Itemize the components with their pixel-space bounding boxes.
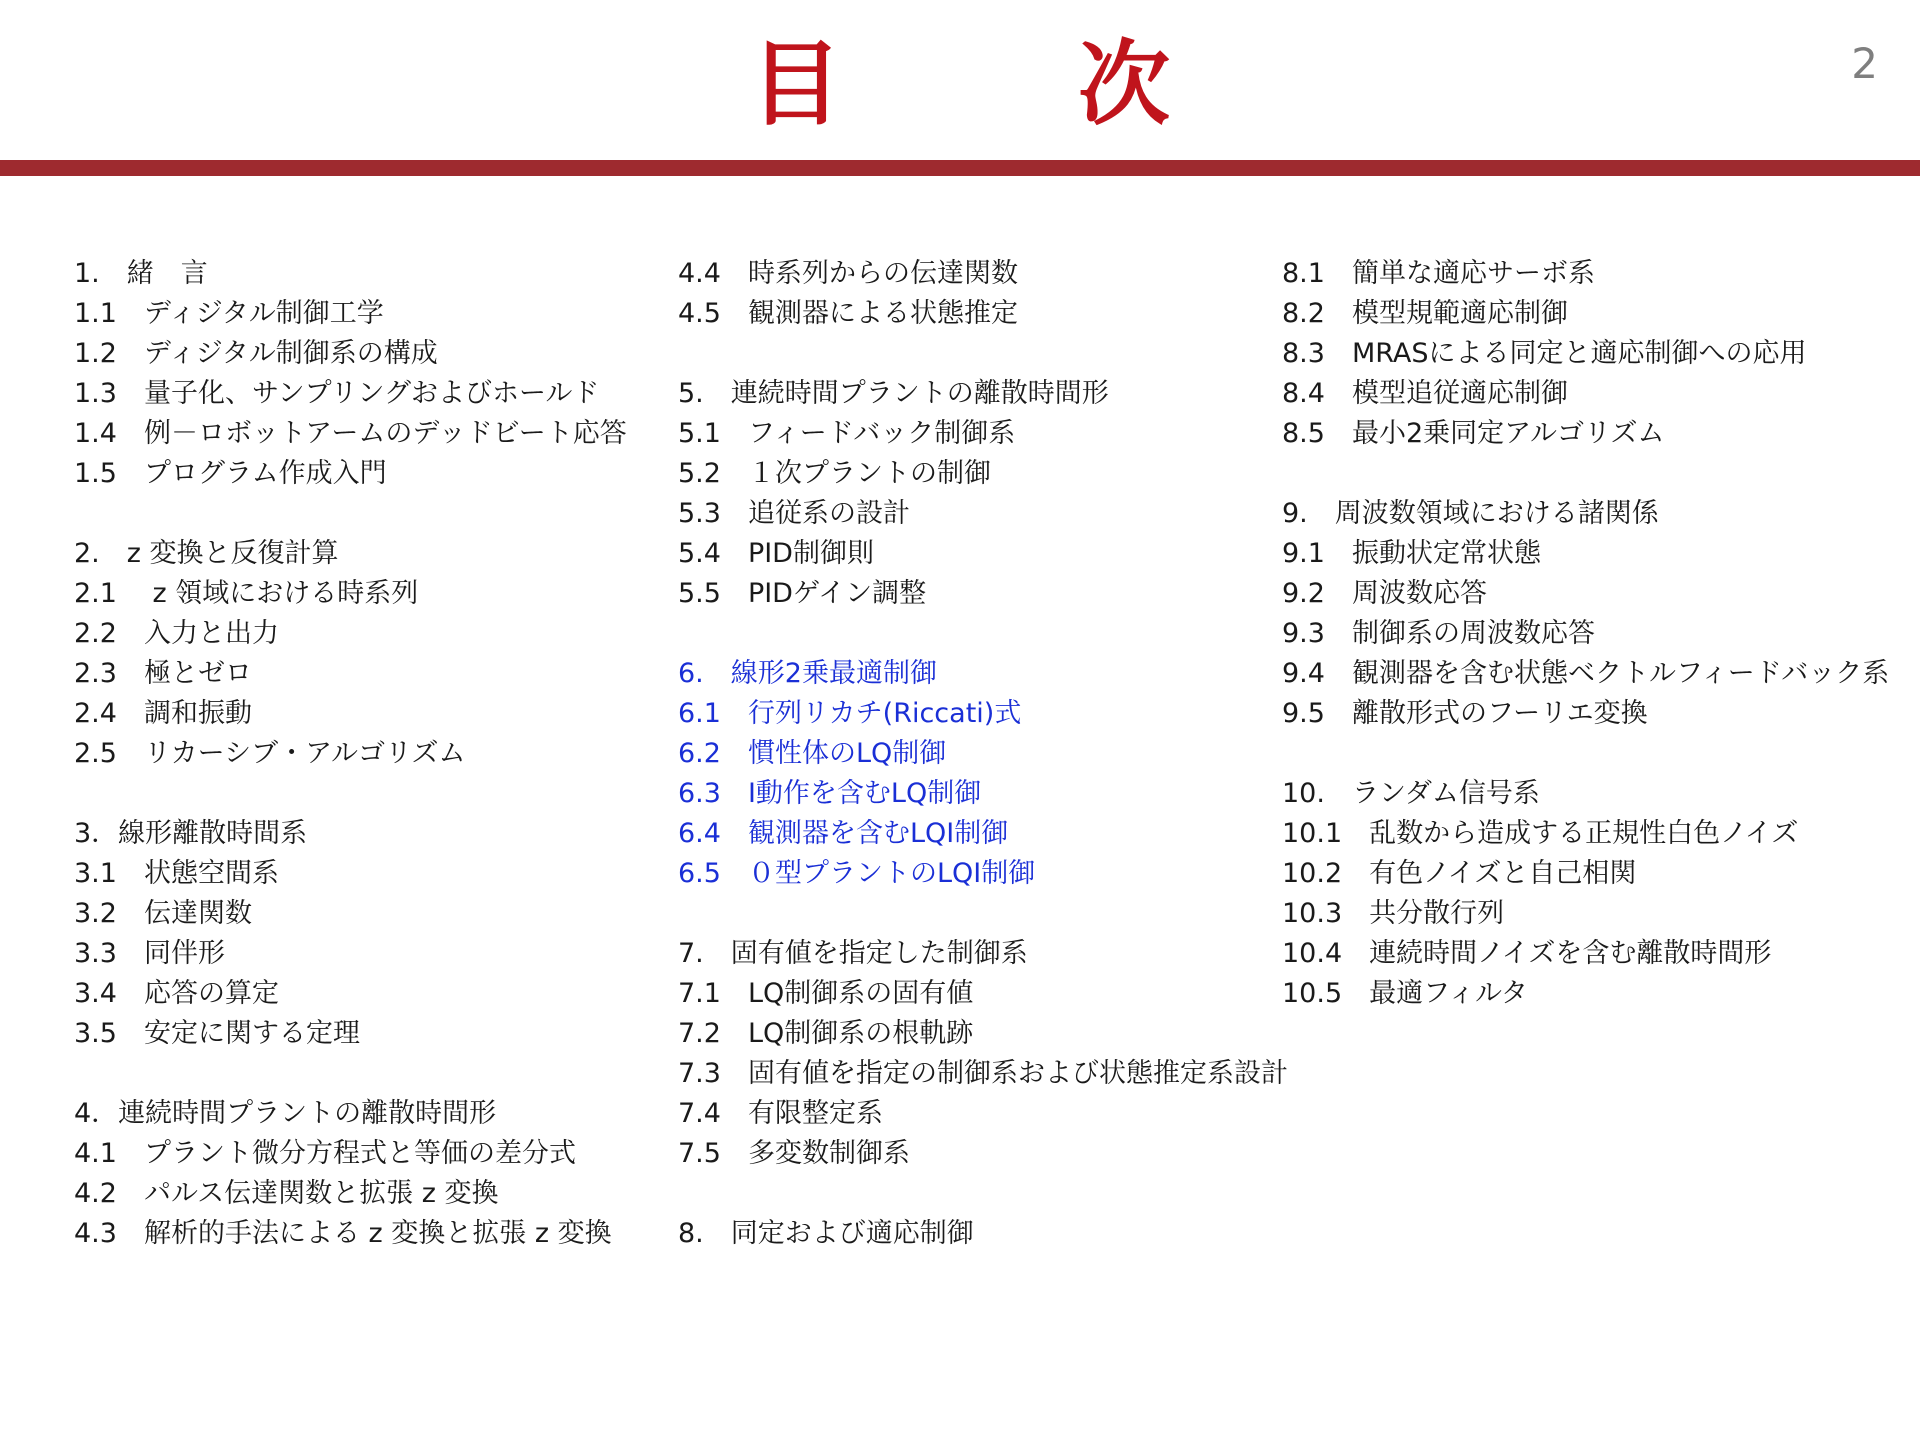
toc-entry: 9.5 離散形式のフーリエ変換 <box>1282 698 1648 729</box>
toc-entry: 3.3 同伴形 <box>74 938 225 969</box>
toc-spacer <box>678 334 1298 374</box>
toc-entry: 3．線形離散時間系 <box>74 818 308 849</box>
toc-entry: 7.4 有限整定系 <box>678 1098 883 1129</box>
toc-entry: 7. 固有値を指定した制御系 <box>678 938 1028 969</box>
toc-entry: 1.3 量子化、サンプリングおよびホールド <box>74 378 600 409</box>
toc-entry: 10.2 有色ノイズと自己相関 <box>1282 858 1637 889</box>
toc-entry: 9.2 周波数応答 <box>1282 578 1487 609</box>
toc-entry: 2.4 調和振動 <box>74 698 252 729</box>
toc-entry: 1.4 例－ロボットアームのデッドビート応答 <box>74 418 627 449</box>
toc-column-2 <box>678 254 1298 1254</box>
toc-entry: 9.1 振動状定常状態 <box>1282 538 1541 569</box>
toc-entry: 4.5 観測器による状態推定 <box>678 298 1018 329</box>
toc-entry: 5.3 追従系の設計 <box>678 498 910 529</box>
toc-entry: 8.4 模型追従適応制御 <box>1282 378 1568 409</box>
toc-entry: 2.3 極とゼロ <box>74 658 252 689</box>
toc-entry: 10. ランダム信号系 <box>1282 778 1540 809</box>
toc-column-3 <box>1282 254 1912 1014</box>
toc-spacer <box>74 494 664 534</box>
toc-entry: 8. 同定および適応制御 <box>678 1218 974 1249</box>
toc-entry: 7.5 多変数制御系 <box>678 1138 910 1169</box>
toc-spacer <box>1282 734 1912 774</box>
toc-entry: 9. 周波数領域における諸関係 <box>1282 498 1659 529</box>
toc-entry: 5.5 PIDゲイン調整 <box>678 578 927 609</box>
toc-entry: 4．連続時間プラントの離散時間形 <box>74 1098 497 1129</box>
toc-entry: 3.4 応答の算定 <box>74 978 279 1009</box>
toc-spacer <box>678 894 1298 934</box>
toc-entry: 6.4 観測器を含むLQI制御 <box>678 818 1009 849</box>
toc-entry: 8.2 模型規範適応制御 <box>1282 298 1568 329</box>
toc-entry: 3.2 伝達関数 <box>74 898 252 929</box>
toc-entry: 7.1 LQ制御系の固有値 <box>678 978 974 1009</box>
toc-entry: 5.2 １次プラントの制御 <box>678 458 991 489</box>
toc-spacer <box>74 1054 664 1094</box>
toc-entry: 4.1 プラント微分方程式と等価の差分式 <box>74 1138 576 1169</box>
toc-entry: 6. 線形2乗最適制御 <box>678 658 937 689</box>
toc-entry: 8.3 MRASによる同定と適応制御への応用 <box>1282 338 1807 369</box>
toc-entry: 2.2 入力と出力 <box>74 618 279 649</box>
toc-entry: 1.5 プログラム作成入門 <box>74 458 387 489</box>
toc-entry: 9.4 観測器を含む状態ベクトルフィードバック系 <box>1282 658 1890 689</box>
toc-entry: 10.4 連続時間ノイズを含む離散時間形 <box>1282 938 1772 969</box>
toc-entry: 6.5 ０型プラントのLQI制御 <box>678 858 1036 889</box>
toc-entry: 5.4 PID制御則 <box>678 538 874 569</box>
toc-entry: 4.4 時系列からの伝達関数 <box>678 258 1018 289</box>
toc-entry: 2. z 変換と反復計算 <box>74 538 339 569</box>
toc-entry: 2.5 リカーシブ・アルゴリズム <box>74 738 466 769</box>
toc-entry: 8.5 最小2乗同定アルゴリズム <box>1282 418 1665 449</box>
page-number: 2 <box>1851 39 1878 88</box>
toc-entry: 9.3 制御系の周波数応答 <box>1282 618 1595 649</box>
toc-spacer <box>1282 454 1912 494</box>
toc-entry: 10.5 最適フィルタ <box>1282 978 1528 1009</box>
toc-entry: 1.2 ディジタル制御系の構成 <box>74 338 438 369</box>
title-divider <box>0 160 1920 176</box>
toc-entry: 6.1 行列リカチ(Riccati)式 <box>678 698 1022 729</box>
toc-entry: 6.3 I動作を含むLQ制御 <box>678 778 982 809</box>
toc-entry: 10.1 乱数から造成する正規性白色ノイズ <box>1282 818 1799 849</box>
slide-title: 目 次 <box>749 31 1242 138</box>
toc-entry: 4.2 パルス伝達関数と拡張 z 変換 <box>74 1178 499 1209</box>
toc-entry: 3.5 安定に関する定理 <box>74 1018 360 1049</box>
toc-spacer <box>678 1174 1298 1214</box>
toc-spacer <box>678 614 1298 654</box>
toc-entry: 4.3 解析的手法による z 変換と拡張 z 変換 <box>74 1218 612 1249</box>
toc-entry: 5.1 フィードバック制御系 <box>678 418 1016 449</box>
toc-entry: 5. 連続時間プラントの離散時間形 <box>678 378 1109 409</box>
toc-entry: 2.1 z 領域における時系列 <box>74 578 419 609</box>
toc-column-1 <box>74 254 664 1254</box>
toc-entry: 7.3 固有値を指定の制御系および状態推定系設計 <box>678 1058 1288 1089</box>
toc-spacer <box>74 774 664 814</box>
toc-entry: 1.1 ディジタル制御工学 <box>74 298 384 329</box>
toc-entry: 1. 緒 言 <box>74 258 208 289</box>
toc-entry: 8.1 簡単な適応サーボ系 <box>1282 258 1595 289</box>
toc-entry: 3.1 状態空間系 <box>74 858 279 889</box>
toc-entry: 10.3 共分散行列 <box>1282 898 1505 929</box>
toc-entry: 7.2 LQ制御系の根軌跡 <box>678 1018 974 1049</box>
toc-entry: 6.2 慣性体のLQ制御 <box>678 738 947 769</box>
